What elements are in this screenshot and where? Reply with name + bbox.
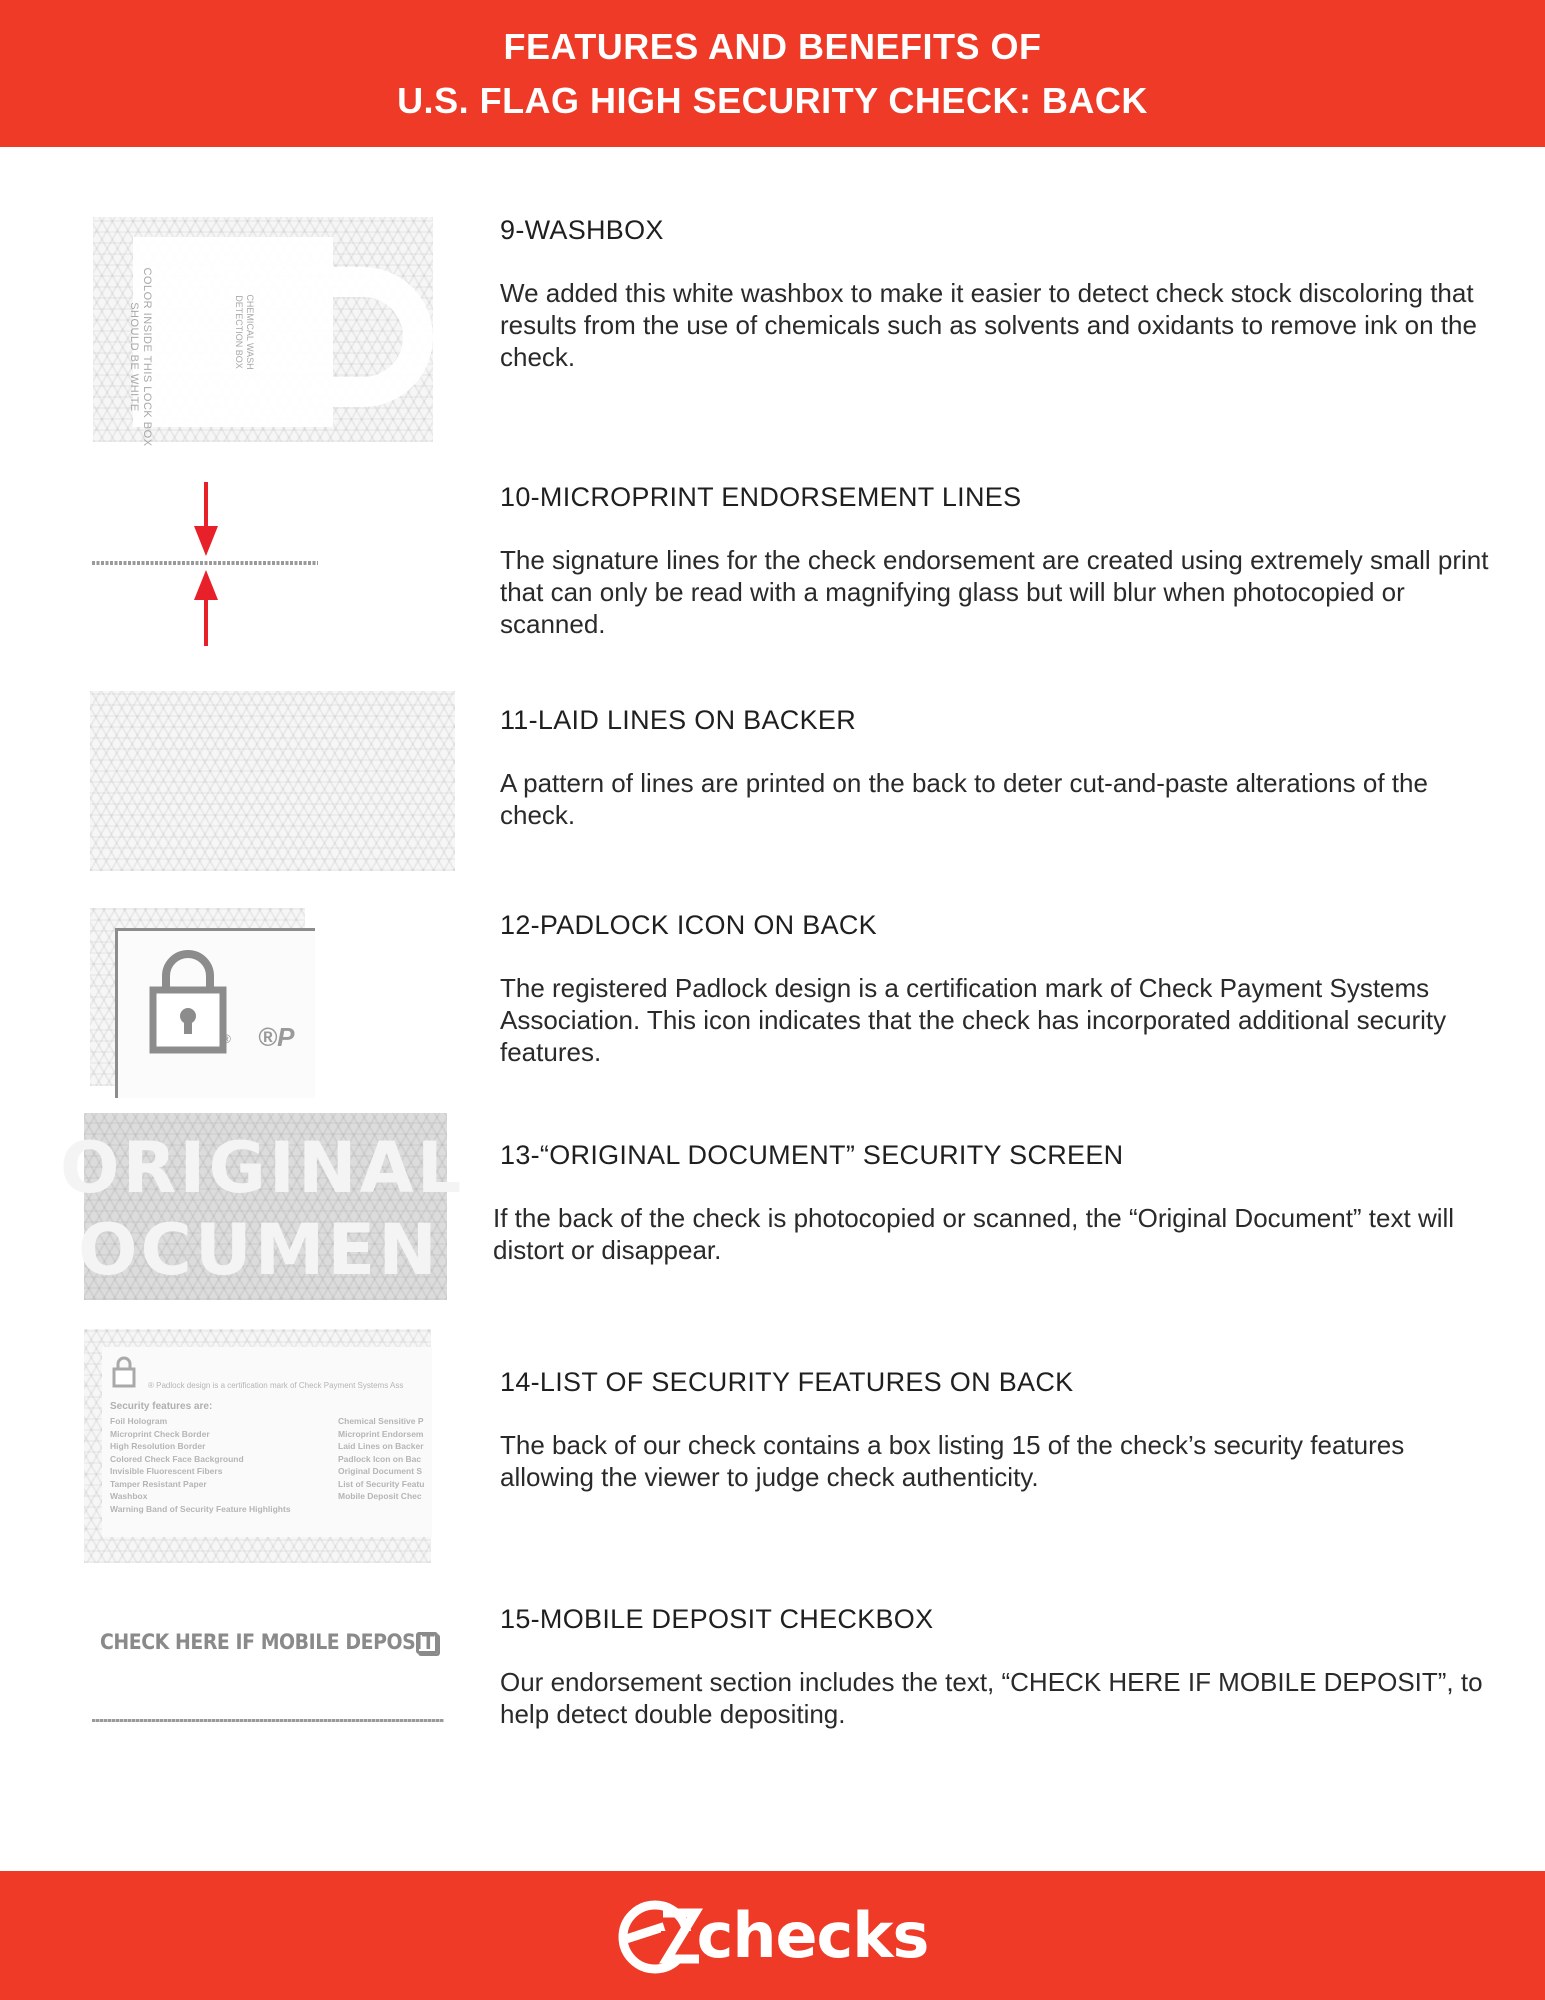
page-footer: [0, 1871, 1545, 2000]
feature-description: The back of our check contains a box listing 15 of the check’s security features allowing the viewer to judge check authenticity.: [500, 1430, 1405, 1492]
microprint-image: [90, 482, 330, 652]
security-list-item: Laid Lines on Backer: [338, 1441, 424, 1451]
security-list-col1: [110, 1415, 291, 1515]
laid-lines-image: [90, 691, 455, 871]
document-text: OCUMEN: [78, 1209, 440, 1291]
microprint-diagram: [90, 482, 330, 652]
security-list-item: Washbox: [110, 1491, 148, 1501]
feature-description: The signature lines for the check endorsement are created using extremely small print that can only be read with a magnifying glass but will blur when photocopied or scanned.: [500, 545, 1489, 639]
original-document-image: [60, 1113, 465, 1300]
header-title-line-1: FEATURES AND BENEFITS OF: [503, 25, 1042, 67]
security-list-item: Mobile Deposit Chec: [338, 1491, 422, 1501]
mobile-deposit-checkbox: [416, 1632, 438, 1654]
feature-description: The registered Padlock design is a certification mark of Check Payment Systems Association. This icon indicates that the check has incorporated additional security features.: [500, 973, 1447, 1067]
ez-logo-mark-icon: [617, 1899, 701, 1973]
registered-mark-p: ®P: [258, 1022, 295, 1052]
original-text: ORIGINAL: [60, 1127, 465, 1209]
security-list-item: Original Document S: [338, 1466, 423, 1476]
feature-description: Our endorsement section includes the text, “CHECK HERE IF MOBILE DEPOSIT”, to help detect double depositing.: [500, 1667, 1483, 1729]
header-title-line-2: U.S. FLAG HIGH SECURITY CHECK: BACK: [397, 79, 1148, 121]
washbox-image: [93, 217, 433, 447]
feature-description: A pattern of lines are printed on the back to deter cut-and-paste alterations of the check.: [500, 768, 1428, 830]
small-padlock-icon: [111, 1355, 137, 1389]
padlock-image: [90, 908, 305, 1086]
mobile-deposit-label: CHECK HERE IF MOBILE DEPOSIT: [100, 1630, 435, 1654]
logo-wordmark: checks: [696, 1899, 929, 1972]
security-list-item: Colored Check Face Background: [110, 1453, 244, 1464]
security-list-item: Invisible Fluorescent Fibers: [110, 1466, 223, 1476]
security-list-item: Microprint Check Border: [110, 1428, 210, 1439]
security-list-item: List of Security Featu: [338, 1478, 425, 1489]
washbox-label-2: CHEMICAL WASH DETECTION BOX: [234, 294, 255, 370]
endorsement-line: [92, 1719, 444, 1722]
page-header: [0, 0, 1545, 147]
ezchecks-logo: [617, 1899, 929, 1973]
security-list-item: Padlock Icon on Bac: [338, 1453, 422, 1464]
washbox-label-1: COLOR INSIDE THIS LOCK BOX SHOULD BE WHITE: [128, 267, 153, 447]
security-list-note: ® Padlock design is a certification mark of Check Payment Systems Ass: [148, 1381, 404, 1390]
registered-mark-small: ®: [222, 1032, 231, 1046]
security-list-item: Foil Hologram: [110, 1416, 168, 1426]
security-list-heading: Security features are:: [110, 1401, 213, 1412]
feature-title: 10-MICROPRINT ENDORSEMENT LINES: [500, 482, 1022, 512]
security-list-item: Microprint Endorsem: [338, 1428, 424, 1439]
feature-description: We added this white washbox to make it easier to detect check stock discoloring that results from the use of chemicals such as solvents and oxidants to remove ink on the check.: [500, 278, 1477, 372]
feature-title: 14-LIST OF SECURITY FEATURES ON BACK: [500, 1367, 1074, 1397]
security-list-item: Tamper Resistant Paper: [110, 1478, 207, 1489]
feature-title: 15-MOBILE DEPOSIT CHECKBOX: [500, 1604, 934, 1634]
feature-title: 12-PADLOCK ICON ON BACK: [500, 910, 877, 940]
feature-title: 13-“ORIGINAL DOCUMENT” SECURITY SCREEN: [500, 1140, 1124, 1170]
security-list-item: Warning Band of Security Feature Highlights: [110, 1503, 291, 1514]
feature-title: 11-LAID LINES ON BACKER: [500, 705, 857, 735]
security-list-item: Chemical Sensitive P: [338, 1416, 424, 1426]
security-list-item: High Resolution Border: [110, 1441, 206, 1451]
mobile-deposit-image: [90, 1624, 450, 1734]
feature-title: 9-WASHBOX: [500, 215, 664, 245]
security-list-col2: [338, 1415, 431, 1503]
feature-description: If the back of the check is photocopied or scanned, the “Original Document” text will distort or disappear.: [493, 1203, 1455, 1265]
security-list-image: [84, 1329, 431, 1563]
